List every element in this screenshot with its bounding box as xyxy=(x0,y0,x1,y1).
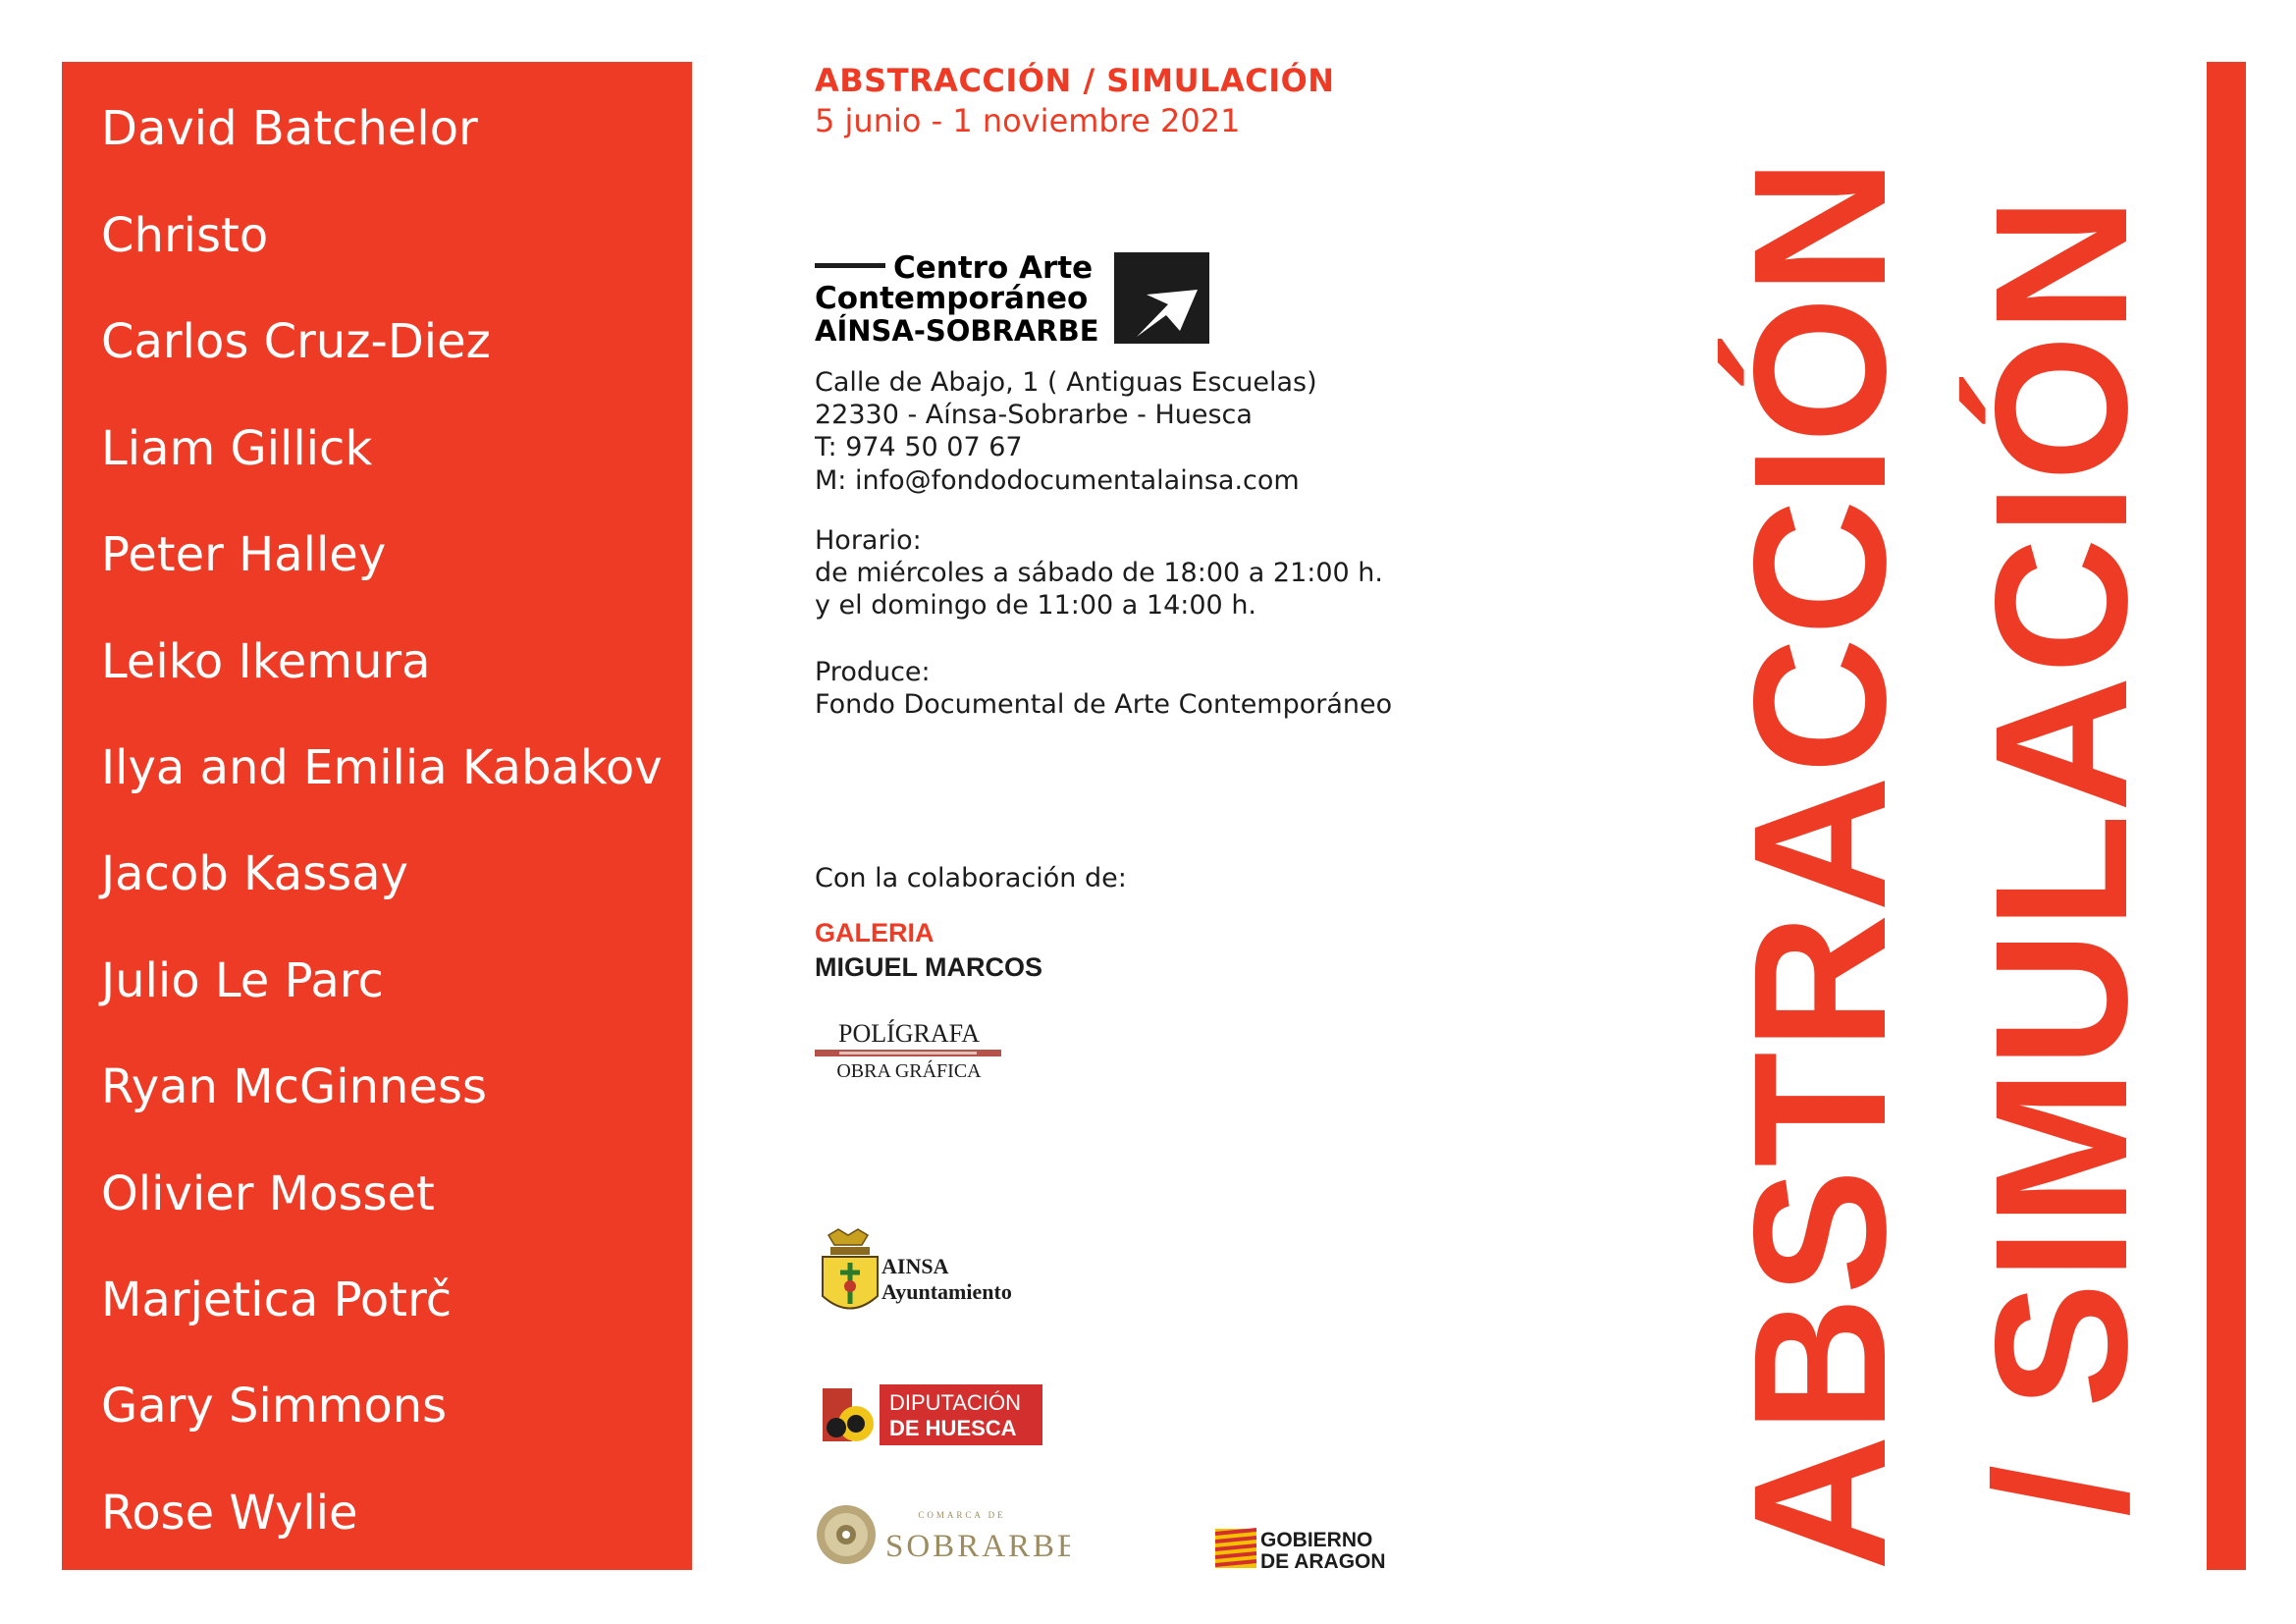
artist-name: Ilya and Emilia Kabakov xyxy=(101,740,663,795)
schedule-line1: de miércoles a sábado de 18:00 a 21:00 h. xyxy=(815,558,1383,588)
artist-name: Marjetica Potrč xyxy=(101,1272,453,1327)
exhibition-title: ABSTRACCIÓN / SIMULACIÓN xyxy=(815,62,1335,99)
produce-label: Produce: xyxy=(815,657,931,687)
sobrarbe-name: SOBRARBE xyxy=(885,1529,1070,1564)
exhibition-dates: 5 junio - 1 noviembre 2021 xyxy=(815,102,1241,139)
address-email[interactable]: M: info@fondodocumentalainsa.com xyxy=(815,465,1300,496)
artist-panel xyxy=(62,62,692,1570)
artist-name: Carlos Cruz-Diez xyxy=(101,314,491,369)
address-city: 22330 - Aínsa-Sobrarbe - Huesca xyxy=(815,400,1253,430)
artist-name: Christo xyxy=(101,208,269,263)
sobrarbe-small: COMARCA DE xyxy=(918,1510,1006,1520)
galeria-logo-line1: GALERIA xyxy=(815,918,934,947)
poligrafa-logo xyxy=(815,1016,1006,1080)
diputacion-line1: DIPUTACIÓN xyxy=(889,1390,1022,1415)
artist-name: Gary Simmons xyxy=(101,1379,448,1434)
gobierno-line1: GOBIERNO xyxy=(1260,1529,1373,1551)
produce-name: Fondo Documental de Arte Contemporáneo xyxy=(815,689,1393,720)
ainsa-line2: Ayuntamiento xyxy=(881,1279,1012,1304)
artist-name: Julio Le Parc xyxy=(101,953,384,1008)
ainsa-line1: AINSA xyxy=(881,1254,949,1278)
artist-name: Liam Gillick xyxy=(101,421,373,476)
ainsa-crest-icon xyxy=(823,1229,878,1309)
venue-logo-line2: Contemporáneo xyxy=(815,281,1089,316)
logo-dash xyxy=(815,263,885,268)
poligrafa-line2: OBRA GRÁFICA xyxy=(836,1060,982,1080)
galeria-logo-line2: MIGUEL MARCOS xyxy=(815,952,1043,982)
poligrafa-line1: POLÍGRAFA xyxy=(838,1019,980,1048)
poligrafa-bar-highlight xyxy=(839,1052,977,1055)
gobierno-aragon-logo xyxy=(1213,1525,1410,1574)
gobierno-line2: DE ARAGON xyxy=(1260,1550,1386,1573)
venue-logo-line3: AÍNSA-SOBRARBE xyxy=(815,314,1099,348)
artist-name: Leiko Ikemura xyxy=(101,634,431,689)
artist-name: Olivier Mosset xyxy=(101,1166,435,1221)
schedule-label: Horario: xyxy=(815,525,922,556)
artist-name: Ryan McGinness xyxy=(101,1059,487,1114)
vertical-title-line2: / SIMULACIÓN xyxy=(1955,194,2166,1517)
diputacion-logo xyxy=(819,1384,1044,1445)
diputacion-line2: DE HUESCA xyxy=(889,1416,1017,1440)
collaboration-label: Con la colaboración de: xyxy=(815,863,1127,893)
artist-name: David Batchelor xyxy=(101,101,478,156)
ainsa-logo xyxy=(811,1227,1056,1321)
artist-name: Jacob Kassay xyxy=(101,846,408,901)
venue-logo-line1: Centro Arte xyxy=(893,250,1094,286)
address-street: Calle de Abajo, 1 ( Antiguas Escuelas) xyxy=(815,367,1317,398)
address-phone: T: 974 50 07 67 xyxy=(815,432,1023,462)
sobrarbe-logo xyxy=(815,1502,1070,1571)
red-vertical-bar xyxy=(2207,62,2246,1570)
artist-name: Rose Wylie xyxy=(101,1486,358,1541)
sobrarbe-emblem-icon xyxy=(817,1505,876,1564)
vertical-title-line1: ABSTRACCIÓN xyxy=(1714,156,1925,1571)
artist-name: Peter Halley xyxy=(101,527,387,582)
venue-logo xyxy=(815,250,1212,349)
schedule-line2: y el domingo de 11:00 a 14:00 h. xyxy=(815,590,1257,621)
aragon-flag-icon xyxy=(1215,1529,1256,1568)
